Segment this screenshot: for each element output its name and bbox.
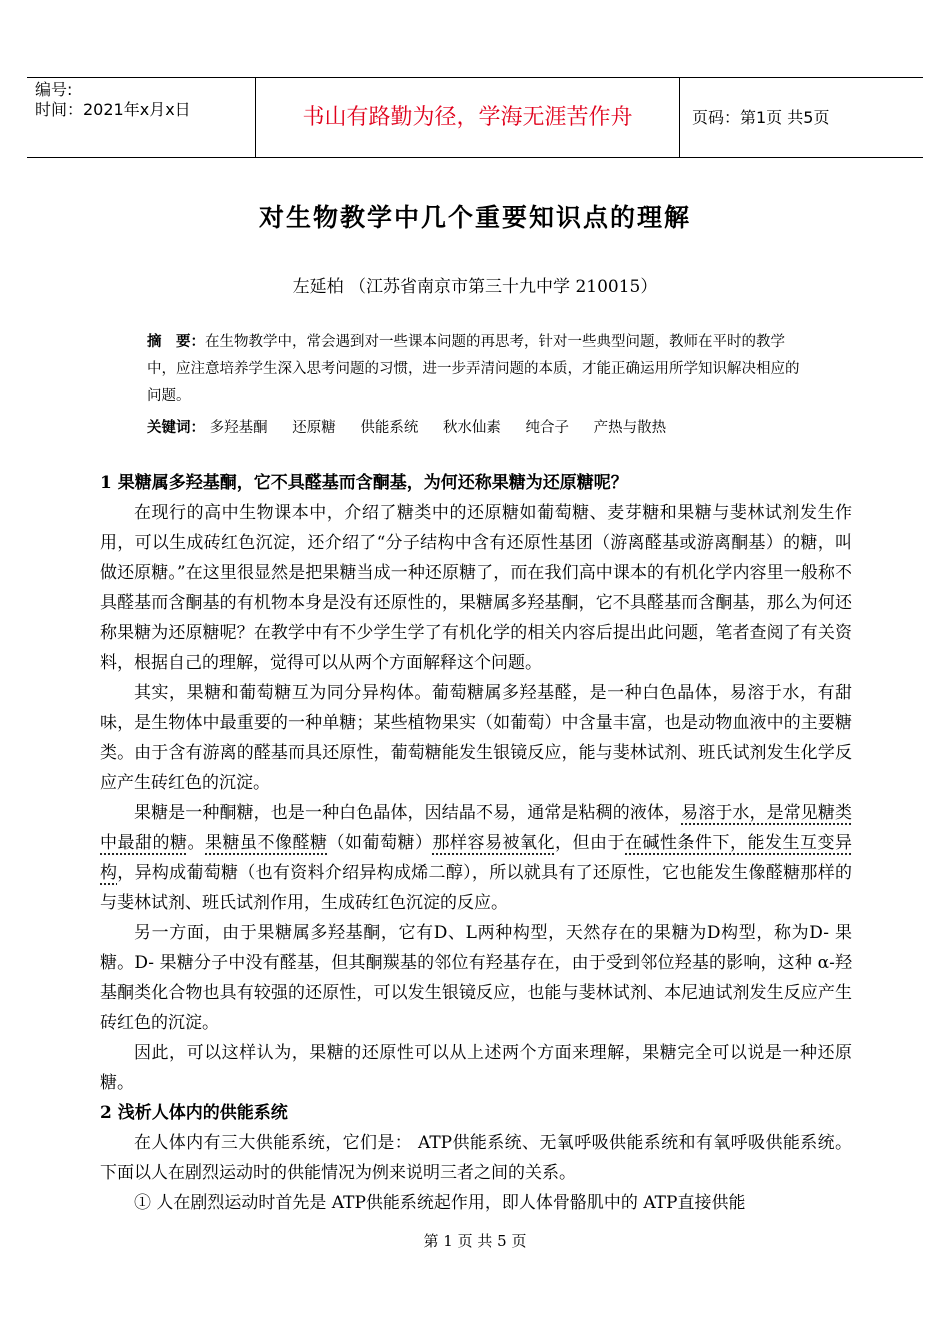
doc-number-label: 编号:: [35, 80, 73, 99]
text-run: ，但由于: [555, 833, 625, 853]
text-run: 果糖是一种酮糖，也是一种白色晶体，因结晶不易，通常是粘稠的液体，: [134, 803, 682, 823]
abstract: [147, 328, 807, 410]
text-run: ，异构成葡萄糖（也有资料介绍异构成烯二醇），所以就具有了还原性，它也能发生像醛糖那样的与斐林试剂、班氏试剂作用，生成砖红色沉淀的反应。: [100, 863, 853, 913]
header-motto: 书山有路勤为径，学海无涯苦作舟: [255, 78, 680, 157]
header-left-cell: [27, 78, 255, 157]
emphasis-text: 在碱性条件下，能发生互变异构: [100, 833, 852, 883]
keywords: [147, 414, 807, 442]
abstract-label: 摘 要：: [147, 333, 205, 350]
keyword: 多羟基酮: [209, 420, 268, 436]
author-line: 左延柏 （江苏省南京市第三十九中学 210015）: [292, 277, 658, 297]
paragraph: [100, 798, 852, 918]
page-footer: 第 1 页 共 5 页: [423, 1232, 527, 1250]
keyword: 还原糖: [292, 420, 336, 436]
keyword: 供能系统: [360, 420, 419, 436]
paragraph: 其实，果糖和葡萄糖互为同分异构体。葡萄糖属多羟基醛，是一种白色晶体，易溶于水，有甜味，是生物体中最重要的一种单糖；某些植物果实（如葡萄）中含量丰富，也是动物血液中的主要糖类。由于含有游离的醛基而具还原性，葡萄糖能发生银镜反应，能与斐林试剂、班氏试剂发生化学反应产生砖红色的沉淀。: [100, 683, 852, 793]
emphasis-text: 果糖虽不像醛糖: [205, 833, 328, 853]
text-run: 。: [187, 833, 205, 853]
section-heading-1: 1 果糖属多羟基酮，它不具醛基而含酮基，为何还称果糖为还原糖呢？: [100, 473, 628, 493]
doc-time-label: 时间：2021年x月x日: [35, 100, 191, 119]
emphasis-text: 那样容易被氧化: [432, 833, 555, 853]
keyword: 产热与散热: [593, 420, 667, 436]
paragraph: 另一方面，由于果糖属多羟基酮，它有D、L两种构型，天然存在的果糖为D构型，称为D- 果糖。D- 果糖分子中没有醛基，但其酮羰基的邻位有羟基存在，由于受到邻位羟基的影响，这种 α-羟基酮类化合物也具有较强的还原性，可以发生银镜反应，也能与斐林试剂、本尼迪试剂发生反应产生砖红色的沉淀。: [100, 923, 852, 1033]
paragraph: 在人体内有三大供能系统，它们是： ATP供能系统、无氧呼吸供能系统和有氧呼吸供能系统。下面以人在剧烈运动时的供能情况为例来说明三者之间的关系。: [100, 1133, 852, 1183]
keyword: 秋水仙素: [442, 420, 501, 436]
keyword: 纯合子: [525, 420, 570, 436]
section-heading-2: 2 浅析人体内的供能系统: [100, 1103, 288, 1123]
abstract-text: 在生物教学中，常会遇到对一些课本问题的再思考，针对一些典型问题，教师在平时的教学中，应注意培养学生深入思考问题的习惯，进一步弄清问题的本质，才能正确运用所学知识解决相应的问题。: [147, 334, 800, 404]
header-page-label: 页码：第1页 共5页: [692, 108, 830, 127]
text-run: （如葡萄糖）: [327, 833, 433, 853]
article-title: 对生物教学中几个重要知识点的理解: [258, 203, 691, 232]
article-body: [100, 468, 852, 1218]
keywords-label: 关键词：: [147, 419, 205, 436]
paragraph: 因此，可以这样认为，果糖的还原性可以从上述两个方面来理解，果糖完全可以说是一种还原糖。: [100, 1043, 852, 1093]
emphasis-text: 易溶于水，是常见糖类中最甜的糖: [100, 803, 853, 853]
paragraph: ① 人在剧烈运动时首先是 ATP供能系统起作用，即人体骨骼肌中的 ATP直接供能: [134, 1193, 746, 1213]
page-header: [27, 77, 923, 158]
paragraph: 在现行的高中生物课本中，介绍了糖类中的还原糖如葡萄糖、麦芽糖和果糖与斐林试剂发生作用，可以生成砖红色沉淀，还介绍了“分子结构中含有还原性基团（游离醛基或游离酮基）的糖，叫做还原糖。”在这里很显然是把果糖当成一种还原糖了，而在我们高中课本的有机化学内容里一般称不具醛基而含酮基的有机物本身是没有还原性的，果糖属多羟基酮，它不具醛基而含酮基，那么为何还称果糖为还原糖呢？在教学中有不少学生学了有机化学的相关内容后提出此问题，笔者查阅了有关资料，根据自己的理解，觉得可以从两个方面解释这个问题。: [100, 503, 852, 673]
